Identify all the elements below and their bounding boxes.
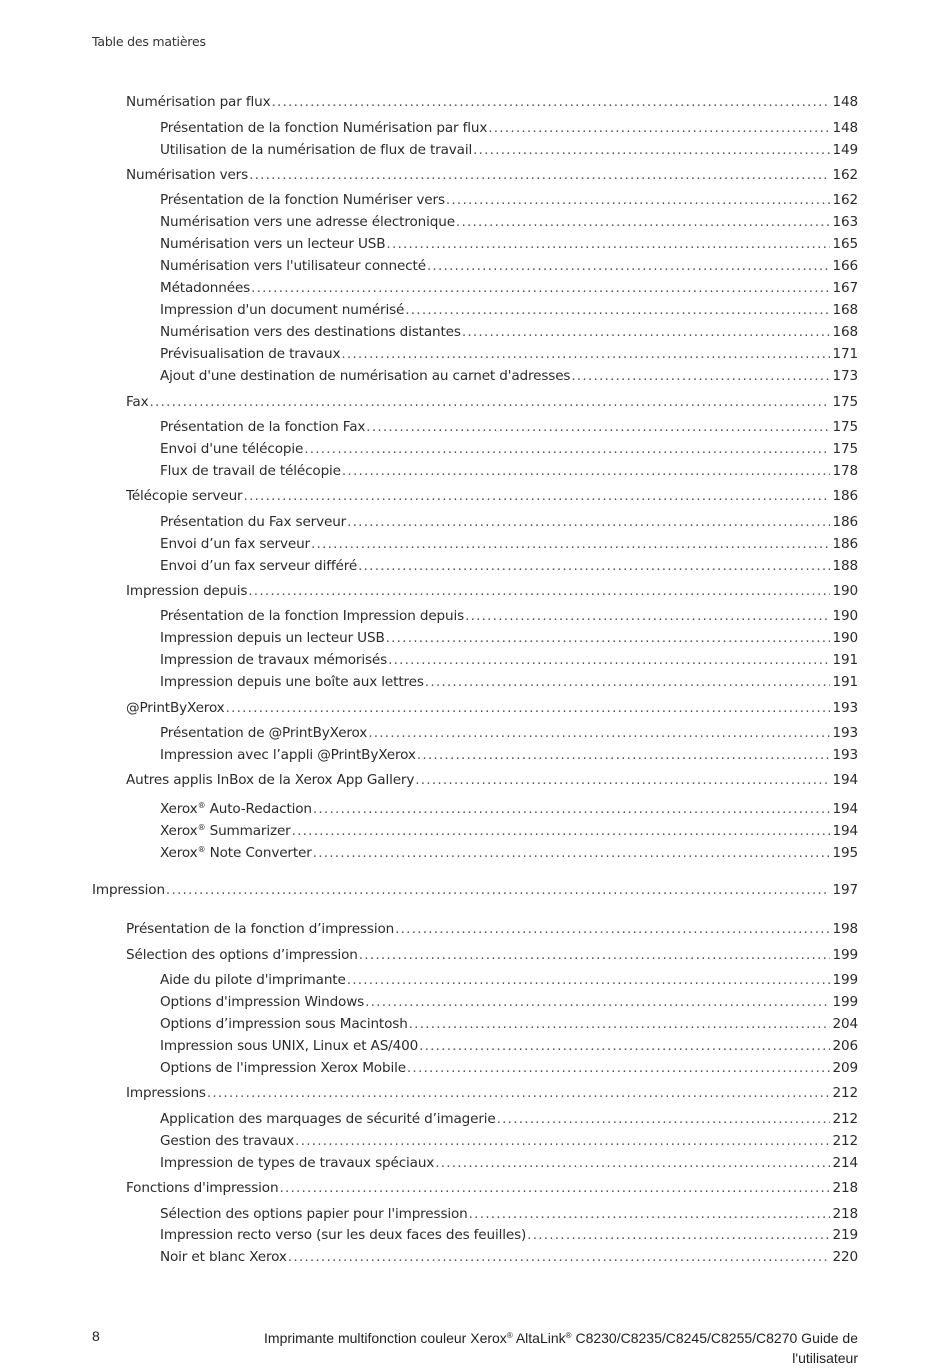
toc-entry-level-3[interactable] <box>160 235 858 253</box>
toc-entry-page-number[interactable]: 212 <box>832 1133 858 1149</box>
toc-entry-page-number[interactable]: 178 <box>832 463 858 479</box>
toc-entry-level-2[interactable] <box>126 393 858 411</box>
toc-entry-level-3[interactable] <box>160 418 858 436</box>
dot-leader <box>341 345 830 363</box>
toc-entry-page-number[interactable]: 149 <box>832 142 858 158</box>
toc-entry-title[interactable]: Xerox® Summarizer <box>160 823 291 839</box>
toc-entry-title[interactable]: Sélection des options papier pour l'impression <box>160 1206 468 1222</box>
toc-entry-title[interactable]: Numérisation vers <box>126 167 249 183</box>
dot-leader <box>435 1154 830 1172</box>
dot-leader <box>368 724 830 742</box>
dot-leader <box>462 323 830 341</box>
toc-entry-level-2[interactable] <box>126 487 858 505</box>
toc-entry-level-3[interactable] <box>160 1205 858 1223</box>
toc-entry-page-number[interactable]: 218 <box>832 1180 858 1196</box>
toc-entry-title[interactable]: Numérisation vers une adresse électronique <box>160 214 455 230</box>
toc-entry-page-number[interactable]: 171 <box>832 346 858 362</box>
toc-entry-title[interactable]: Envoi d’un fax serveur différé <box>160 558 358 574</box>
toc-entry-page-number[interactable]: 199 <box>832 947 858 963</box>
dot-leader <box>207 1084 830 1102</box>
toc-entry-level-3[interactable] <box>160 345 858 363</box>
dot-leader <box>473 141 830 159</box>
dot-leader <box>304 440 830 458</box>
toc-entry-level-3[interactable] <box>160 607 858 625</box>
toc-entry-page-number[interactable]: 193 <box>832 747 858 763</box>
toc-entry-level-2[interactable] <box>126 920 858 938</box>
toc-entry-level-3[interactable] <box>160 323 858 341</box>
toc-entry-level-3[interactable] <box>160 1015 858 1033</box>
dot-leader <box>248 582 830 600</box>
toc-entry-level-3[interactable] <box>160 971 858 989</box>
dot-leader <box>488 119 830 137</box>
toc-entry-title[interactable]: Présentation du Fax serveur <box>160 514 347 530</box>
toc-entry-title[interactable]: Fax <box>126 394 149 410</box>
toc-entry-level-2[interactable] <box>126 946 858 964</box>
toc-entry-page-number[interactable]: 148 <box>832 94 858 110</box>
toc-entry-level-3[interactable] <box>160 279 858 297</box>
toc-entry-title[interactable]: Gestion des travaux <box>160 1133 295 1149</box>
toc-entry-level-2[interactable] <box>126 582 858 600</box>
dot-leader <box>243 487 830 505</box>
toc-entry-page-number[interactable]: 163 <box>832 214 858 230</box>
toc-entry-page-number[interactable]: 186 <box>832 514 858 530</box>
toc-entry-page-number[interactable]: 194 <box>832 772 858 788</box>
toc-entry-page-number[interactable]: 220 <box>832 1249 858 1265</box>
toc-entry-page-number[interactable]: 214 <box>832 1155 858 1171</box>
toc-entry-title[interactable]: Envoi d'une télécopie <box>160 441 304 457</box>
toc-entry-page-number[interactable]: 209 <box>832 1060 858 1076</box>
toc-entry-title[interactable]: Impression de types de travaux spéciaux <box>160 1155 435 1171</box>
toc-entry-title[interactable]: Impression d'un document numérisé <box>160 302 405 318</box>
toc-entry-level-3[interactable] <box>160 301 858 319</box>
toc-entry-page-number[interactable]: 175 <box>832 394 858 410</box>
toc-entry-level-3[interactable] <box>160 1037 858 1055</box>
dot-leader <box>313 844 830 862</box>
toc-entry-title[interactable]: Impression <box>92 882 165 898</box>
dot-leader <box>427 257 830 275</box>
registered-mark: ® <box>197 801 206 810</box>
dot-leader <box>292 822 830 840</box>
dot-leader <box>409 1015 830 1033</box>
dot-leader <box>150 393 831 411</box>
dot-leader <box>288 1248 830 1266</box>
toc-entry-title[interactable]: Application des marquages de sécurité d’imagerie <box>160 1111 496 1127</box>
toc-entry-page-number[interactable]: 168 <box>832 324 858 340</box>
dot-leader <box>456 213 830 231</box>
toc-entry-title[interactable]: Impressions <box>126 1085 206 1101</box>
toc-entry-level-3[interactable] <box>160 257 858 275</box>
dot-leader <box>295 1132 830 1150</box>
toc-entry-title[interactable]: Options d'impression Windows <box>160 994 365 1010</box>
toc-entry-title[interactable]: Utilisation de la numérisation de flux de travail <box>160 142 473 158</box>
dot-leader <box>386 235 830 253</box>
dot-leader <box>407 1059 830 1077</box>
toc-entry-level-3[interactable] <box>160 367 858 385</box>
toc-entry-level-3[interactable] <box>160 1154 858 1172</box>
toc-entry-level-2[interactable] <box>126 166 858 184</box>
toc-entry-page-number[interactable]: 206 <box>832 1038 858 1054</box>
toc-entry-title[interactable]: Options d’impression sous Macintosh <box>160 1016 408 1032</box>
toc-entry-level-3[interactable] <box>160 1226 858 1244</box>
toc-entry-level-3[interactable] <box>160 629 858 647</box>
toc-entry-page-number[interactable]: 166 <box>832 258 858 274</box>
toc-entry-title[interactable]: Flux de travail de télécopie <box>160 463 341 479</box>
toc-entry-page-number[interactable]: 204 <box>832 1016 858 1032</box>
toc-entry-page-number[interactable]: 168 <box>832 302 858 318</box>
toc-entry-level-3[interactable] <box>160 1110 858 1128</box>
toc-entry-level-3[interactable] <box>160 141 858 159</box>
toc-entry-level-3[interactable] <box>160 213 858 231</box>
toc-entry-level-2[interactable] <box>126 93 858 111</box>
toc-entry-title[interactable]: @PrintByXerox <box>126 700 225 716</box>
toc-entry-page-number[interactable]: 190 <box>832 630 858 646</box>
toc-entry-level-3[interactable] <box>160 797 858 815</box>
toc-entry-title[interactable]: Télécopie serveur <box>126 488 243 504</box>
dot-leader <box>571 367 830 385</box>
toc-entry-page-number[interactable]: 218 <box>832 1206 858 1222</box>
toc-entry-title[interactable]: Impression depuis <box>126 583 248 599</box>
toc-entry-title[interactable]: Aide du pilote d'imprimante <box>160 972 346 988</box>
toc-entry-title[interactable]: Sélection des options d’impression <box>126 947 358 963</box>
dot-leader <box>527 1226 830 1244</box>
toc-entry-page-number[interactable]: 191 <box>832 652 858 668</box>
toc-entry-level-3[interactable] <box>160 440 858 458</box>
toc-entry-title[interactable]: Impression sous UNIX, Linux et AS/400 <box>160 1038 419 1054</box>
dot-leader <box>497 1110 830 1128</box>
document-title <box>168 1326 858 1368</box>
page-number: 8 <box>92 1328 100 1344</box>
toc-entry-page-number[interactable]: 198 <box>832 921 858 937</box>
toc-entry-title[interactable]: Présentation de la fonction Impression depuis <box>160 608 465 624</box>
toc-entry-level-3[interactable] <box>160 651 858 669</box>
toc-entry-title[interactable]: Impression recto verso (sur les deux faces des feuilles) <box>160 1227 527 1243</box>
dot-leader <box>342 462 830 480</box>
toc-entry-page-number[interactable]: 188 <box>832 558 858 574</box>
document-title-line-1: Imprimante multifonction couleur Xerox® AltaLink® C8230/C8235/C8245/C8255/C8270 Guide de <box>264 1330 858 1346</box>
dot-leader <box>365 993 830 1011</box>
dot-leader <box>226 699 830 717</box>
toc-entry-level-3[interactable] <box>160 819 858 837</box>
toc-entry-level-3[interactable] <box>160 841 858 859</box>
toc-entry-title[interactable]: Numérisation vers l'utilisateur connecté <box>160 258 426 274</box>
toc-entry-level-2[interactable] <box>126 1084 858 1102</box>
dot-leader <box>405 301 830 319</box>
running-header: Table des matières <box>92 34 206 49</box>
toc-entry-page-number[interactable]: 194 <box>832 801 858 817</box>
toc-entry-title[interactable]: Autres applis InBox de la Xerox App Gallery <box>126 772 415 788</box>
toc-entry-page-number[interactable]: 186 <box>832 488 858 504</box>
toc-entry-page-number[interactable]: 193 <box>832 725 858 741</box>
toc-entry-level-3[interactable] <box>160 513 858 531</box>
dot-leader <box>347 971 830 989</box>
dot-leader <box>251 279 830 297</box>
dot-leader <box>358 557 830 575</box>
toc-entry-title[interactable]: Présentation de @PrintByXerox <box>160 725 368 741</box>
dot-leader <box>415 771 830 789</box>
toc-entry-page-number[interactable]: 186 <box>832 536 858 552</box>
toc-entry-level-3[interactable] <box>160 462 858 480</box>
toc-entry-level-3[interactable] <box>160 119 858 137</box>
dot-leader <box>395 920 830 938</box>
toc-entry-page-number[interactable]: 175 <box>832 441 858 457</box>
toc-entry-page-number[interactable]: 212 <box>832 1085 858 1101</box>
toc-entry-page-number[interactable]: 199 <box>832 972 858 988</box>
dot-leader <box>359 946 830 964</box>
toc-entry-level-3[interactable] <box>160 746 858 764</box>
toc-entry-page-number[interactable]: 190 <box>832 583 858 599</box>
toc-entry-title[interactable]: Impression depuis une boîte aux lettres <box>160 674 424 690</box>
toc-entry-title[interactable]: Présentation de la fonction d’impression <box>126 921 395 937</box>
toc-entry-level-3[interactable] <box>160 535 858 553</box>
dot-leader <box>311 535 830 553</box>
dot-leader <box>313 800 830 818</box>
toc-entry-title[interactable]: Présentation de la fonction Fax <box>160 419 366 435</box>
registered-mark: ® <box>197 823 206 832</box>
dot-leader <box>419 1037 830 1055</box>
toc-entry-page-number[interactable]: 195 <box>832 845 858 861</box>
toc-entry-title[interactable]: Impression avec l’appli @PrintByXerox <box>160 747 416 763</box>
dot-leader <box>271 93 830 111</box>
toc-entry-level-2[interactable] <box>126 1179 858 1197</box>
dot-leader <box>446 191 830 209</box>
dot-leader <box>347 513 830 531</box>
dot-leader <box>386 629 830 647</box>
toc-entry-page-number[interactable]: 197 <box>832 882 858 898</box>
toc-entry-level-3[interactable] <box>160 1132 858 1150</box>
toc-entry-page-number[interactable]: 199 <box>832 994 858 1010</box>
dot-leader <box>166 881 830 899</box>
toc-entry-level-3[interactable] <box>160 191 858 209</box>
toc-entry-title[interactable]: Impression depuis un lecteur USB <box>160 630 385 646</box>
toc-entry-page-number[interactable]: 162 <box>832 167 858 183</box>
registered-mark: ® <box>506 1331 513 1340</box>
toc-entry-page-number[interactable]: 165 <box>832 236 858 252</box>
document-title-line-2: l'utilisateur <box>792 1350 858 1366</box>
toc-entry-page-number[interactable]: 173 <box>832 368 858 384</box>
toc-entry-title[interactable]: Ajout d'une destination de numérisation au carnet d'adresses <box>160 368 571 384</box>
dot-leader <box>366 418 830 436</box>
toc-entry-level-3[interactable] <box>160 1248 858 1266</box>
toc-entry-page-number[interactable]: 191 <box>832 674 858 690</box>
toc-entry-level-3[interactable] <box>160 993 858 1011</box>
toc-entry-title[interactable]: Prévisualisation de travaux <box>160 346 341 362</box>
dot-leader <box>469 1205 830 1223</box>
toc-entry-page-number[interactable]: 190 <box>832 608 858 624</box>
dot-leader <box>417 746 830 764</box>
toc-entry-level-3[interactable] <box>160 673 858 691</box>
dot-leader <box>465 607 830 625</box>
toc-entry-title[interactable]: Présentation de la fonction Numériser vers <box>160 192 445 208</box>
toc-entry-page-number[interactable]: 175 <box>832 419 858 435</box>
toc-entry-title[interactable]: Présentation de la fonction Numérisation par flux <box>160 120 488 136</box>
toc-entry-title[interactable]: Numérisation par flux <box>126 94 271 110</box>
toc-entry-title[interactable]: Numérisation vers des destinations distantes <box>160 324 461 340</box>
toc-entry-title[interactable]: Xerox® Auto-Redaction <box>160 801 312 817</box>
registered-mark: ® <box>197 845 206 854</box>
registered-mark: ® <box>565 1331 572 1340</box>
dot-leader <box>425 673 830 691</box>
toc-entry-page-number[interactable]: 194 <box>832 823 858 839</box>
toc-entry-page-number[interactable]: 167 <box>832 280 858 296</box>
toc-entry-level-2[interactable] <box>126 771 858 789</box>
toc-entry-title[interactable]: Noir et blanc Xerox <box>160 1249 287 1265</box>
dot-leader <box>388 651 830 669</box>
dot-leader <box>279 1179 830 1197</box>
toc-entry-title[interactable]: Numérisation vers un lecteur USB <box>160 236 386 252</box>
toc-entry-page-number[interactable]: 148 <box>832 120 858 136</box>
toc-entry-level-3[interactable] <box>160 724 858 742</box>
toc-entry-title[interactable]: Fonctions d'impression <box>126 1180 279 1196</box>
toc-entry-page-number[interactable]: 212 <box>832 1111 858 1127</box>
toc-entry-level-1[interactable] <box>92 881 858 899</box>
toc-entry-title[interactable]: Envoi d’un fax serveur <box>160 536 310 552</box>
toc-entry-title[interactable]: Métadonnées <box>160 280 251 296</box>
toc-entry-title[interactable]: Xerox® Note Converter <box>160 845 312 861</box>
dot-leader <box>249 166 830 184</box>
toc-entry-page-number[interactable]: 193 <box>832 700 858 716</box>
toc-entry-level-3[interactable] <box>160 557 858 575</box>
toc-entry-title[interactable]: Options de l'impression Xerox Mobile <box>160 1060 406 1076</box>
toc-entry-page-number[interactable]: 219 <box>832 1227 858 1243</box>
toc-entry-level-2[interactable] <box>126 699 858 717</box>
toc-entry-title[interactable]: Impression de travaux mémorisés <box>160 652 388 668</box>
toc-entry-page-number[interactable]: 162 <box>832 192 858 208</box>
toc-entry-level-3[interactable] <box>160 1059 858 1077</box>
